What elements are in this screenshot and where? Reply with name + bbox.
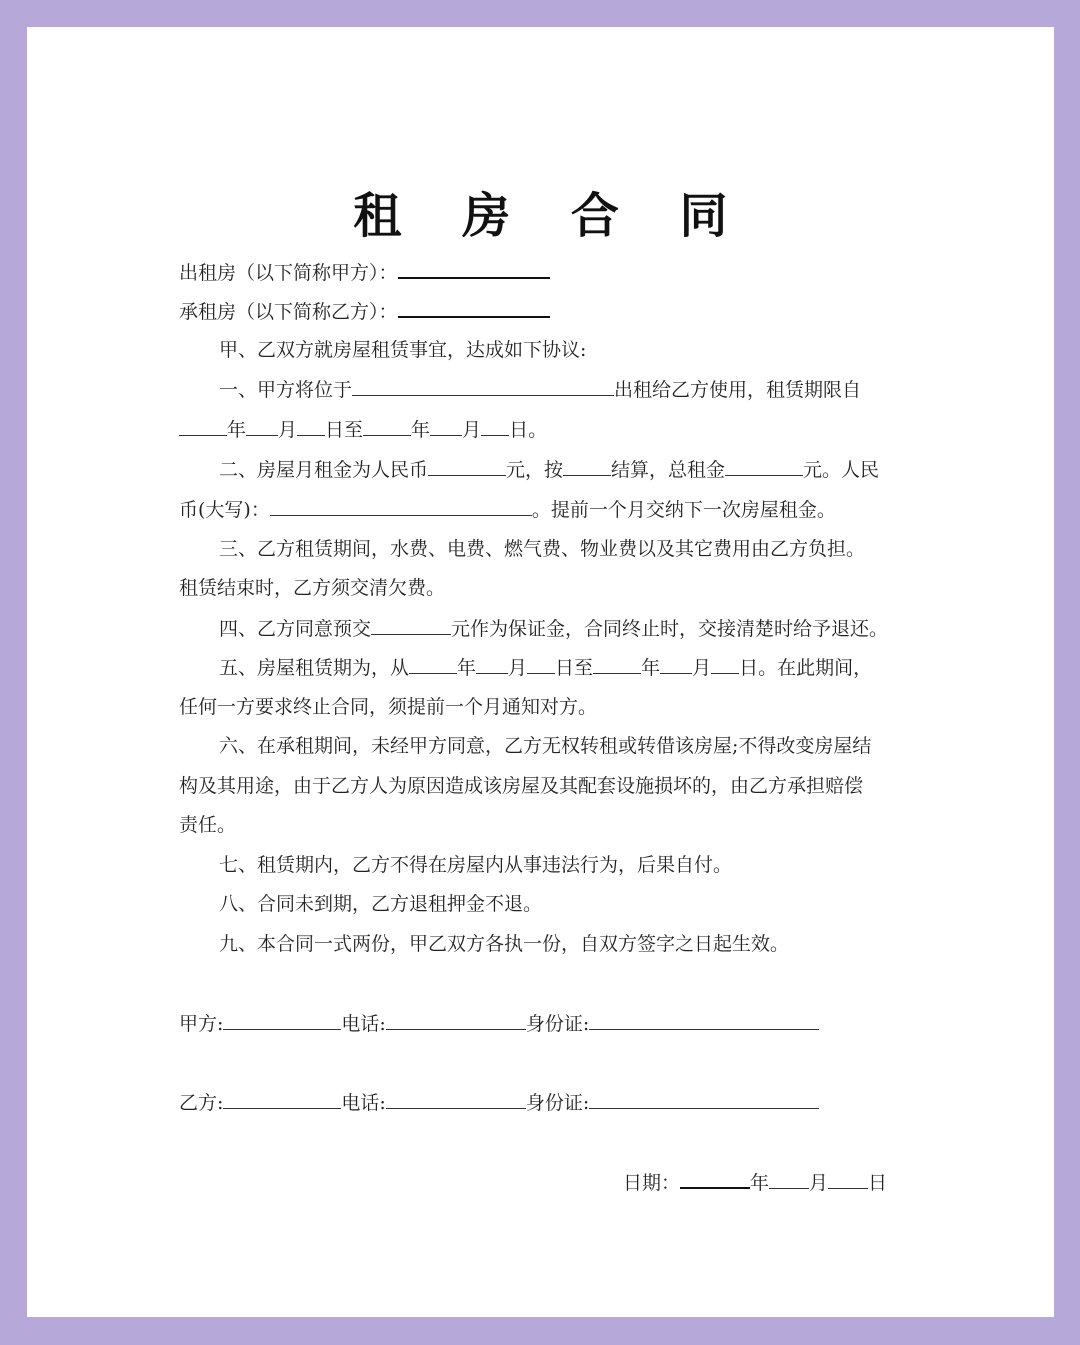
address-blank[interactable] — [352, 377, 614, 396]
landlord-blank[interactable] — [398, 259, 550, 279]
clause-4-line: 四、乙方同意预交 元作为保证金，合同终止时，交接清楚时给予退还。 — [219, 618, 889, 640]
party-a-name-blank[interactable] — [223, 1011, 341, 1030]
signing-date: 日期： 年 月 日 — [623, 1169, 887, 1195]
clause-6-line-2: 构及其用途，由于乙方人为原因造成该房屋及其配套设施损坏的，由乙方承担赔偿 — [179, 775, 864, 797]
clause-2-line-2: 币(大写)： 。提前一个月交纳下一次房屋租金。 — [179, 499, 836, 521]
party-a-id-blank[interactable] — [589, 1011, 819, 1030]
tenant-blank[interactable] — [398, 298, 550, 318]
landlord-line: 出租房（以下简称甲方）： — [179, 259, 909, 285]
clause-6-line-3: 责任。 — [179, 814, 237, 836]
tenant-line: 承租房（以下简称乙方）： — [179, 298, 909, 324]
clause-7-line: 七、租赁期内，乙方不得在房屋内从事违法行为，后果自付。 — [219, 854, 733, 876]
contract-page — [27, 27, 1054, 1317]
start-day-blank[interactable] — [297, 417, 325, 436]
clause-3-line-1: 三、乙方租赁期间，水费、电费、燃气费、物业费以及其它费用由乙方负担。 — [219, 538, 866, 560]
payment-period-blank[interactable] — [563, 457, 611, 476]
deposit-blank[interactable] — [371, 616, 451, 635]
rent-in-words-blank[interactable] — [270, 497, 532, 516]
term-start-month-blank[interactable] — [476, 655, 508, 674]
party-b-id-blank[interactable] — [589, 1090, 819, 1109]
clause-8-line: 八、合同未到期，乙方退租押金不退。 — [219, 893, 543, 915]
term-start-year-blank[interactable] — [409, 655, 457, 674]
end-year-blank[interactable] — [363, 417, 411, 436]
date-year-blank[interactable] — [680, 1169, 750, 1189]
start-month-blank[interactable] — [246, 417, 278, 436]
clause-5-line-2: 任何一方要求终止合同，须提前一个月通知对方。 — [179, 696, 598, 718]
clause-2-line-1: 二、房屋月租金为人民币 元，按 结算，总租金 元。人民 — [219, 459, 880, 481]
party-a-phone-blank[interactable] — [386, 1011, 526, 1030]
term-end-day-blank[interactable] — [711, 655, 739, 674]
term-end-month-blank[interactable] — [660, 655, 692, 674]
party-b-phone-blank[interactable] — [386, 1090, 526, 1109]
start-year-blank[interactable] — [179, 417, 227, 436]
clause-1-line-2: 年 月 日至 年 月 日。 — [179, 417, 909, 442]
clause-1-line-1: 一、甲方将位于 出租给乙方使用，租赁期限自 — [219, 379, 862, 401]
clause-3-line-2: 租赁结束时，乙方须交清欠费。 — [179, 577, 446, 599]
clause-6-line-1: 六、在承租期间，未经甲方同意，乙方无权转租或转借该房屋;不得改变房屋结 — [219, 735, 872, 757]
intro-line: 甲、乙双方就房屋租赁事宜，达成如下协议: — [219, 339, 587, 361]
term-start-day-blank[interactable] — [527, 655, 555, 674]
term-end-year-blank[interactable] — [593, 655, 641, 674]
end-month-blank[interactable] — [430, 417, 462, 436]
document-title: 租 房 合 同 — [353, 188, 750, 244]
monthly-rent-blank[interactable] — [428, 457, 506, 476]
total-rent-blank[interactable] — [725, 457, 803, 476]
party-b-signature-line: 乙方: 电话: 身份证: — [179, 1090, 909, 1115]
party-a-signature-line: 甲方: 电话: 身份证: — [179, 1011, 909, 1036]
end-day-blank[interactable] — [481, 417, 509, 436]
date-day-blank[interactable] — [828, 1170, 868, 1189]
clause-9-line: 九、本合同一式两份，甲乙双方各执一份，自双方签字之日起生效。 — [219, 933, 790, 955]
clause-5-line-1: 五、房屋租赁期为，从 年 月 日至 年 月 日。在此期间， — [219, 657, 873, 679]
party-b-name-blank[interactable] — [223, 1090, 341, 1109]
date-month-blank[interactable] — [769, 1170, 809, 1189]
